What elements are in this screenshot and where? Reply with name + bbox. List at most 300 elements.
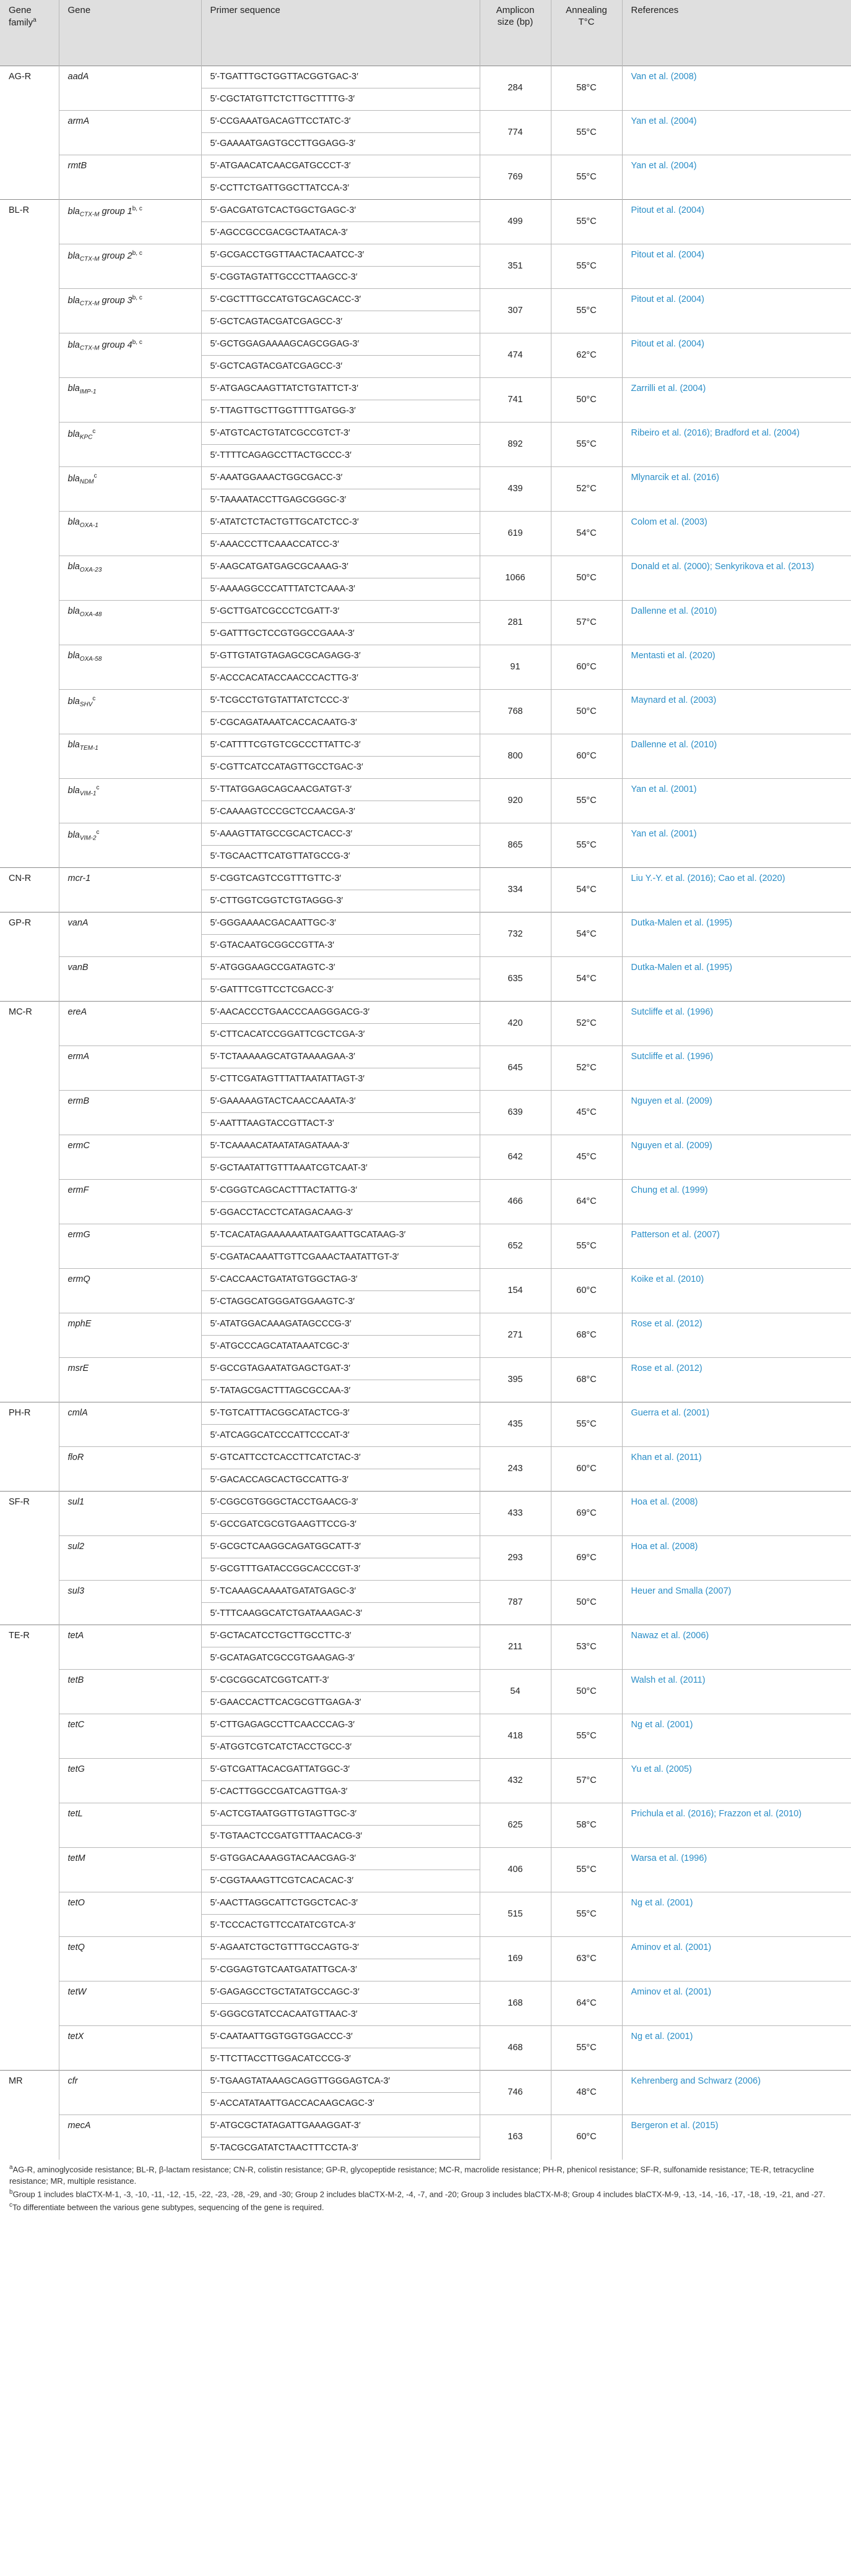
amplicon-size-cell: 741 — [480, 378, 551, 423]
annealing-temp-cell: 68°C — [551, 1358, 622, 1402]
reverse-primer-cell: 5′-TATAGCGACTTTAGCGCCAA-3′ — [201, 1380, 480, 1402]
table-row — [0, 1937, 851, 1959]
table-row — [0, 868, 851, 890]
reference-link[interactable]: Dutka-Malen et al. (1995) — [622, 957, 851, 1002]
reference-link[interactable]: Hoa et al. (2008) — [622, 1492, 851, 1536]
reference-link[interactable]: Zarrilli et al. (2004) — [622, 378, 851, 423]
gene-name-cell: tetQ — [59, 1937, 201, 1981]
table-row — [0, 1581, 851, 1603]
gene-name-cell: ereA — [59, 1002, 201, 1046]
amplicon-size-cell: 645 — [480, 1046, 551, 1091]
annealing-temp-cell: 54°C — [551, 957, 622, 1002]
reference-link[interactable]: Van et al. (2008) — [622, 66, 851, 111]
table-row — [0, 333, 851, 356]
forward-primer-cell: 5′-AAATGGAAACTGGCGACC-3′ — [201, 467, 480, 489]
amplicon-size-cell: 652 — [480, 1224, 551, 1269]
table-row — [0, 601, 851, 623]
header-gene: Gene — [59, 0, 201, 66]
forward-primer-cell: 5′-GTCGATTACACGATTATGGC-3′ — [201, 1759, 480, 1781]
annealing-temp-cell: 55°C — [551, 111, 622, 155]
reverse-primer-cell: 5′-CGTTCATCCATAGTTGCCTGAC-3′ — [201, 757, 480, 779]
reference-link[interactable]: Liu Y.-Y. et al. (2016); Cao et al. (2020) — [622, 868, 851, 912]
reference-link[interactable]: Rose et al. (2012) — [622, 1358, 851, 1402]
annealing-temp-cell: 55°C — [551, 244, 622, 289]
annealing-temp-cell: 55°C — [551, 1892, 622, 1937]
table-row — [0, 823, 851, 846]
reference-link[interactable]: Nguyen et al. (2009) — [622, 1135, 851, 1180]
reverse-primer-cell: 5′-TACGCGATATCTAACTTTCCTA-3′ — [201, 2137, 480, 2160]
forward-primer-cell: 5′-ATGAGCAAGTTATCTGTATTCT-3′ — [201, 378, 480, 400]
reverse-primer-cell: 5′-ATGGTCGTCATCTACCTGCC-3′ — [201, 1737, 480, 1759]
table-row — [0, 1091, 851, 1113]
gene-name-cell: bla$_{VIM-1}^c$ — [59, 779, 201, 823]
amplicon-size-cell: 639 — [480, 1091, 551, 1135]
annealing-temp-cell: 52°C — [551, 1046, 622, 1091]
gene-name-cell: msrE — [59, 1358, 201, 1402]
annealing-temp-cell: 55°C — [551, 1714, 622, 1759]
reference-link[interactable]: Yan et al. (2001) — [622, 823, 851, 868]
reference-link[interactable]: Pitout et al. (2004) — [622, 333, 851, 378]
forward-primer-cell: 5′-GCTTGATCGCCCTCGATT-3′ — [201, 601, 480, 623]
reference-link[interactable]: Guerra et al. (2001) — [622, 1402, 851, 1447]
gene-name-cell: mphE — [59, 1313, 201, 1358]
table-row — [0, 1358, 851, 1380]
table-row — [0, 1892, 851, 1915]
forward-primer-cell: 5′-CGGCGTGGGCTACCTGAACG-3′ — [201, 1492, 480, 1514]
annealing-temp-cell: 55°C — [551, 779, 622, 823]
table-row — [0, 1492, 851, 1514]
amplicon-size-cell: 418 — [480, 1714, 551, 1759]
table-row — [0, 1269, 851, 1291]
table-row — [0, 1714, 851, 1737]
reference-link[interactable]: Ng et al. (2001) — [622, 1714, 851, 1759]
table-row — [0, 1046, 851, 1068]
annealing-temp-cell: 63°C — [551, 1937, 622, 1981]
forward-primer-cell: 5′-CAATAATTGGTGGTGGACCC-3′ — [201, 2026, 480, 2048]
forward-primer-cell: 5′-GCGCTCAAGGCAGATGGCATT-3′ — [201, 1536, 480, 1558]
table-row — [0, 556, 851, 578]
gene-name-cell: tetM — [59, 1848, 201, 1892]
gene-name-cell: armA — [59, 111, 201, 155]
amplicon-size-cell: 787 — [480, 1581, 551, 1625]
reverse-primer-cell: 5′-CTTCGATAGTTTATTAATATTAGT-3′ — [201, 1068, 480, 1091]
forward-primer-cell: 5′-ATATGGACAAAGATAGCCCG-3′ — [201, 1313, 480, 1336]
header-amplicon-size: Amplicon size (bp) — [480, 0, 551, 66]
amplicon-size-cell: 284 — [480, 66, 551, 111]
forward-primer-cell: 5′-TCTAAAAAGCATGTAAAAGAA-3′ — [201, 1046, 480, 1068]
annealing-temp-cell: 55°C — [551, 155, 622, 200]
amplicon-size-cell: 474 — [480, 333, 551, 378]
reference-link[interactable]: Ng et al. (2001) — [622, 1892, 851, 1937]
forward-primer-cell: 5′-CATTTTCGTGTCGCCCTTATTC-3′ — [201, 734, 480, 757]
reverse-primer-cell: 5′-CGGTAGTATTGCCCTTAAGCC-3′ — [201, 267, 480, 289]
annealing-temp-cell: 53°C — [551, 1625, 622, 1670]
amplicon-size-cell: 642 — [480, 1135, 551, 1180]
reference-link[interactable]: Mlynarcik et al. (2016) — [622, 467, 851, 512]
forward-primer-cell: 5′-CACCAACTGATATGTGGCTAG-3′ — [201, 1269, 480, 1291]
reverse-primer-cell: 5′-GACACCAGCACTGCCATTG-3′ — [201, 1469, 480, 1492]
forward-primer-cell: 5′-CGGGTCAGCACTTTACTATTG-3′ — [201, 1180, 480, 1202]
annealing-temp-cell: 60°C — [551, 734, 622, 779]
table-footnotes — [0, 2160, 851, 2213]
amplicon-size-cell: 54 — [480, 1670, 551, 1714]
reverse-primer-cell: 5′-GGGCGTATCCACAATGTTAAC-3′ — [201, 2004, 480, 2026]
gene-name-cell: tetB — [59, 1670, 201, 1714]
table-row — [0, 1536, 851, 1558]
amplicon-size-cell: 395 — [480, 1358, 551, 1402]
gene-name-cell: tetO — [59, 1892, 201, 1937]
reference-link[interactable]: Heuer and Smalla (2007) — [622, 1581, 851, 1625]
amplicon-size-cell: 746 — [480, 2071, 551, 2115]
amplicon-size-cell: 625 — [480, 1803, 551, 1848]
reverse-primer-cell: 5′-ACCCACATACCAACCCACTTG-3′ — [201, 668, 480, 690]
gene-name-cell: sul2 — [59, 1536, 201, 1581]
gene-name-cell: bla$_{OXA-58}$ — [59, 645, 201, 690]
table-row — [0, 1402, 851, 1425]
forward-primer-cell: 5′-ATATCTCTACTGTTGCATCTCC-3′ — [201, 512, 480, 534]
amplicon-size-cell: 420 — [480, 1002, 551, 1046]
reverse-primer-cell: 5′-GAAAATGAGTGCCTTGGAGG-3′ — [201, 133, 480, 155]
table-row — [0, 645, 851, 668]
reference-link[interactable]: Pitout et al. (2004) — [622, 200, 851, 244]
table-row — [0, 1002, 851, 1024]
amplicon-size-cell: 334 — [480, 868, 551, 912]
reference-link[interactable]: Colom et al. (2003) — [622, 512, 851, 556]
amplicon-size-cell: 774 — [480, 111, 551, 155]
amplicon-size-cell: 211 — [480, 1625, 551, 1670]
forward-primer-cell: 5′-AGAATCTGCTGTTTGCCAGTG-3′ — [201, 1937, 480, 1959]
gene-name-cell: bla$_{VIM-2}^c$ — [59, 823, 201, 868]
forward-primer-cell: 5′-AACACCCTGAACCCAAGGGACG-3′ — [201, 1002, 480, 1024]
gene-name-cell: cmlA — [59, 1402, 201, 1447]
annealing-temp-cell: 55°C — [551, 1848, 622, 1892]
reference-link[interactable]: Rose et al. (2012) — [622, 1313, 851, 1358]
forward-primer-cell: 5′-GAAAAAGTACTCAACCAAATA-3′ — [201, 1091, 480, 1113]
forward-primer-cell: 5′-AAGCATGATGAGCGCAAAG-3′ — [201, 556, 480, 578]
reverse-primer-cell: 5′-GGACCTACCTCATAGACAAG-3′ — [201, 1202, 480, 1224]
annealing-temp-cell: 50°C — [551, 1670, 622, 1714]
reference-link[interactable]: Donald et al. (2000); Senkyrikova et al. (2013) — [622, 556, 851, 601]
annealing-temp-cell: 58°C — [551, 1803, 622, 1848]
forward-primer-cell: 5′-TCGCCTGTGTATTATCTCCC-3′ — [201, 690, 480, 712]
gene-family-cell: PH-R — [0, 1402, 59, 1492]
forward-primer-cell: 5′-TGATTTGCTGGTTACGGTGAC-3′ — [201, 66, 480, 88]
reference-link[interactable]: Patterson et al. (2007) — [622, 1224, 851, 1269]
reference-link[interactable]: Mentasti et al. (2020) — [622, 645, 851, 690]
reference-link[interactable]: Walsh et al. (2011) — [622, 1670, 851, 1714]
forward-primer-cell: 5′-GACGATGTCACTGGCTGAGC-3′ — [201, 200, 480, 222]
gene-name-cell: mcr-1 — [59, 868, 201, 912]
gene-name-cell: bla$_{OXA-48}$ — [59, 601, 201, 645]
reverse-primer-cell: 5′-GCTCAGTACGATCGAGCC-3′ — [201, 356, 480, 378]
annealing-temp-cell: 48°C — [551, 2071, 622, 2115]
forward-primer-cell: 5′-CGGTCAGTCCGTTTGTTC-3′ — [201, 868, 480, 890]
amplicon-size-cell: 307 — [480, 289, 551, 333]
gene-name-cell: ermC — [59, 1135, 201, 1180]
table-row — [0, 1447, 851, 1469]
table-row — [0, 1981, 851, 2004]
amplicon-size-cell: 169 — [480, 1937, 551, 1981]
reverse-primer-cell: 5′-TAAAATACCTTGAGCGGGC-3′ — [201, 489, 480, 512]
forward-primer-cell: 5′-CGCGGCATCGGTCATT-3′ — [201, 1670, 480, 1692]
annealing-temp-cell: 45°C — [551, 1091, 622, 1135]
amplicon-size-cell: 800 — [480, 734, 551, 779]
table-row — [0, 512, 851, 534]
annealing-temp-cell: 57°C — [551, 1759, 622, 1803]
table-row — [0, 1670, 851, 1692]
reference-link[interactable]: Maynard et al. (2003) — [622, 690, 851, 734]
reference-link[interactable]: Yu et al. (2005) — [622, 1759, 851, 1803]
gene-name-cell: ermA — [59, 1046, 201, 1091]
table-header-row — [0, 0, 851, 66]
gene-name-cell: bla$_{CTX-M}$ group 4$^{b, c}$ — [59, 333, 201, 378]
reverse-primer-cell: 5′-TGTAACTCCGATGTTTAACACG-3′ — [201, 1826, 480, 1848]
table-row — [0, 734, 851, 757]
reference-link[interactable]: Dallenne et al. (2010) — [622, 601, 851, 645]
gene-name-cell: tetL — [59, 1803, 201, 1848]
table-row — [0, 1135, 851, 1157]
reference-link[interactable]: Yan et al. (2004) — [622, 111, 851, 155]
forward-primer-cell: 5′-TGTCATTTACGGCATACTCG-3′ — [201, 1402, 480, 1425]
annealing-temp-cell: 55°C — [551, 2026, 622, 2071]
annealing-temp-cell: 54°C — [551, 912, 622, 957]
annealing-temp-cell: 55°C — [551, 1402, 622, 1447]
header-references: References — [622, 0, 851, 66]
reference-link[interactable]: Pitout et al. (2004) — [622, 289, 851, 333]
amplicon-size-cell: 769 — [480, 155, 551, 200]
forward-primer-cell: 5′-GCGACCTGGTTAACTACAATCC-3′ — [201, 244, 480, 267]
forward-primer-cell: 5′-TCAAAACATAATATAGATAAA-3′ — [201, 1135, 480, 1157]
annealing-temp-cell: 54°C — [551, 868, 622, 912]
reference-link[interactable]: Pitout et al. (2004) — [622, 244, 851, 289]
reverse-primer-cell: 5′-CCTTCTGATTGGCTTATCCA-3′ — [201, 178, 480, 200]
gene-name-cell: sul1 — [59, 1492, 201, 1536]
reference-link[interactable]: Ribeiro et al. (2016); Bradford et al. (2004) — [622, 423, 851, 467]
amplicon-size-cell: 439 — [480, 467, 551, 512]
reverse-primer-cell: 5′-GATTTCGTTCCTCGACC-3′ — [201, 979, 480, 1002]
amplicon-size-cell: 466 — [480, 1180, 551, 1224]
forward-primer-cell: 5′-CGCTTTGCCATGTGCAGCACC-3′ — [201, 289, 480, 311]
gene-name-cell: floR — [59, 1447, 201, 1492]
reference-link[interactable]: Khan et al. (2011) — [622, 1447, 851, 1492]
gene-name-cell: sul3 — [59, 1581, 201, 1625]
gene-family-cell: AG-R — [0, 66, 59, 200]
gene-name-cell: bla$_{OXA-1}$ — [59, 512, 201, 556]
table-row — [0, 155, 851, 178]
annealing-temp-cell: 68°C — [551, 1313, 622, 1358]
gene-name-cell: ermB — [59, 1091, 201, 1135]
table-row — [0, 244, 851, 267]
gene-name-cell: bla$_{KPC}^c$ — [59, 423, 201, 467]
reference-link[interactable]: Koike et al. (2010) — [622, 1269, 851, 1313]
reverse-primer-cell: 5′-TTTTCAGAGCCTTACTGCCC-3′ — [201, 445, 480, 467]
forward-primer-cell: 5′-GCTGGAGAAAAGCAGCGGAG-3′ — [201, 333, 480, 356]
gene-family-cell: MR — [0, 2071, 59, 2160]
reverse-primer-cell: 5′-ATGCCCAGCATATAAATCGC-3′ — [201, 1336, 480, 1358]
forward-primer-cell: 5′-GCCGTAGAATATGAGCTGAT-3′ — [201, 1358, 480, 1380]
annealing-temp-cell: 60°C — [551, 1269, 622, 1313]
annealing-temp-cell: 52°C — [551, 467, 622, 512]
amplicon-size-cell: 515 — [480, 1892, 551, 1937]
table-row — [0, 1759, 851, 1781]
reverse-primer-cell: 5′-TCCCACTGTTCCATATCGTCA-3′ — [201, 1915, 480, 1937]
table-row — [0, 66, 851, 88]
amplicon-size-cell: 732 — [480, 912, 551, 957]
amplicon-size-cell: 865 — [480, 823, 551, 868]
gene-family-cell: CN-R — [0, 868, 59, 912]
forward-primer-cell: 5′-TCACATAGAAAAAATAATGAATTGCATAAG-3′ — [201, 1224, 480, 1247]
gene-name-cell: tetG — [59, 1759, 201, 1803]
table-row — [0, 2115, 851, 2137]
gene-name-cell: ermQ — [59, 1269, 201, 1313]
amplicon-size-cell: 499 — [480, 200, 551, 244]
amplicon-size-cell: 635 — [480, 957, 551, 1002]
reference-link[interactable]: Warsa et al. (1996) — [622, 1848, 851, 1892]
forward-primer-cell: 5′-CCGAAATGACAGTTCCTATC-3′ — [201, 111, 480, 133]
table-row — [0, 2026, 851, 2048]
gene-name-cell: cfr — [59, 2071, 201, 2115]
gene-family-cell: MC-R — [0, 1002, 59, 1402]
amplicon-size-cell: 920 — [480, 779, 551, 823]
reference-link[interactable]: Aminov et al. (2001) — [622, 1981, 851, 2026]
reverse-primer-cell: 5′-CGGTAAAGTTCGTCACACAC-3′ — [201, 1870, 480, 1892]
amplicon-size-cell: 91 — [480, 645, 551, 690]
reverse-primer-cell: 5′-ACCATATAATTGACCACAAGCAGC-3′ — [201, 2093, 480, 2115]
reference-link[interactable]: Ng et al. (2001) — [622, 2026, 851, 2071]
table-row — [0, 467, 851, 489]
reverse-primer-cell: 5′-CTAGGCATGGGATGGAAGTC-3′ — [201, 1291, 480, 1313]
table-row — [0, 1625, 851, 1647]
gene-family-cell: TE-R — [0, 1625, 59, 2071]
forward-primer-cell: 5′-AAAGTTATGCCGCACTCACC-3′ — [201, 823, 480, 846]
gene-name-cell: bla$_{TEM-1}$ — [59, 734, 201, 779]
reference-link[interactable]: Nawaz et al. (2006) — [622, 1625, 851, 1670]
reference-link[interactable]: Kehrenberg and Schwarz (2006) — [622, 2071, 851, 2115]
reverse-primer-cell: 5′-AGCCGCCGACGCTAATACA-3′ — [201, 222, 480, 244]
gene-name-cell: ermF — [59, 1180, 201, 1224]
amplicon-size-cell: 892 — [480, 423, 551, 467]
table-row — [0, 1180, 851, 1202]
amplicon-size-cell: 435 — [480, 1402, 551, 1447]
reference-link[interactable]: Hoa et al. (2008) — [622, 1536, 851, 1581]
annealing-temp-cell: 50°C — [551, 1581, 622, 1625]
reference-link[interactable]: Yan et al. (2004) — [622, 155, 851, 200]
amplicon-size-cell: 154 — [480, 1269, 551, 1313]
annealing-temp-cell: 64°C — [551, 1981, 622, 2026]
reference-link[interactable]: Sutcliffe et al. (1996) — [622, 1046, 851, 1091]
footnote-a: $^a$AG-R, aminoglycoside resistance; BL-R, β-lactam resistance; CN-R, colistin resistance; GP-R, glycopeptide resistance; MC-R, macrolide resistance; PH-R, phenicol resistance; SF-R, sulfonamide resistance; TE-R, tetracycline resistance; MR, multiple resistance. — [9, 2164, 814, 2186]
amplicon-size-cell: 468 — [480, 2026, 551, 2071]
gene-name-cell: bla$_{OXA-23}$ — [59, 556, 201, 601]
gene-name-cell: tetC — [59, 1714, 201, 1759]
forward-primer-cell: 5′-ATGTCACTGTATCGCCGTCT-3′ — [201, 423, 480, 445]
gene-name-cell: bla$_{CTX-M}$ group 2$^{b, c}$ — [59, 244, 201, 289]
footnote-c: $^c$To differentiate between the various gene subtypes, sequencing of the gene is required. — [9, 2202, 324, 2212]
forward-primer-cell: 5′-AACTTAGGCATTCTGGCTCAC-3′ — [201, 1892, 480, 1915]
gene-name-cell: vanB — [59, 957, 201, 1002]
reference-link[interactable]: Aminov et al. (2001) — [622, 1937, 851, 1981]
gene-name-cell: tetX — [59, 2026, 201, 2071]
forward-primer-cell: 5′-CTTGAGAGCCTTCAACCCAG-3′ — [201, 1714, 480, 1737]
amplicon-size-cell: 1066 — [480, 556, 551, 601]
table-row — [0, 779, 851, 801]
annealing-temp-cell: 52°C — [551, 1002, 622, 1046]
amplicon-size-cell: 281 — [480, 601, 551, 645]
forward-primer-cell: 5′-GTTGTATGTAGAGCGCAGAGG-3′ — [201, 645, 480, 668]
gene-name-cell: tetW — [59, 1981, 201, 2026]
reverse-primer-cell: 5′-CGGAGTGTCAATGATATTGCA-3′ — [201, 1959, 480, 1981]
reverse-primer-cell: 5′-GATTTGCTCCGTGGCCGAAA-3′ — [201, 623, 480, 645]
gene-name-cell: bla$_{NDM}^c$ — [59, 467, 201, 512]
gene-name-cell: bla$_{IMP-1}$ — [59, 378, 201, 423]
gene-name-cell: tetA — [59, 1625, 201, 1670]
header-primer-sequence: Primer sequence — [201, 0, 480, 66]
table-row — [0, 1313, 851, 1336]
table-row — [0, 378, 851, 400]
reference-link[interactable]: Yan et al. (2001) — [622, 779, 851, 823]
annealing-temp-cell: 50°C — [551, 378, 622, 423]
annealing-temp-cell: 60°C — [551, 2115, 622, 2160]
reverse-primer-cell: 5′-TTAGTTGCTTGGTTTTGATGG-3′ — [201, 400, 480, 423]
reverse-primer-cell: 5′-CGATACAAATTGTTCGAAACTAATATTGT-3′ — [201, 1247, 480, 1269]
reference-link[interactable]: Dutka-Malen et al. (1995) — [622, 912, 851, 957]
footnote-b: $^b$Group 1 includes blaCTX-M-1, -3, -10, -11, -12, -15, -22, -23, -28, -29, and -30; Group 2 includes blaCTX-M-2, -4, -7, and -20; Group 3 includes blaCTX-M-8; Group 4 includes blaCTX-M-9, -13, -14, -16, -17, -18, -19, -21, and -27. — [9, 2188, 826, 2199]
reverse-primer-cell: 5′-CGCAGATAAATCACCACAATG-3′ — [201, 712, 480, 734]
forward-primer-cell: 5′-GAGAGCCTGCTATATGCCAGC-3′ — [201, 1981, 480, 2004]
gene-name-cell: bla$_{CTX-M}$ group 3$^{b, c}$ — [59, 289, 201, 333]
reference-link[interactable]: Chung et al. (1999) — [622, 1180, 851, 1224]
forward-primer-cell: 5′-ATGAACATCAACGATGCCCT-3′ — [201, 155, 480, 178]
reverse-primer-cell: 5′-CACTTGGCCGATCAGTTGA-3′ — [201, 1781, 480, 1803]
reference-link[interactable]: Dallenne et al. (2010) — [622, 734, 851, 779]
reverse-primer-cell: 5′-TTTCAAGGCATCTGATAAAGAC-3′ — [201, 1603, 480, 1625]
forward-primer-cell: 5′-GCTACATCCTGCTTGCCTTC-3′ — [201, 1625, 480, 1647]
reference-link[interactable]: Sutcliffe et al. (1996) — [622, 1002, 851, 1046]
forward-primer-cell: 5′-ATGCGCTATAGATTGAAAGGAT-3′ — [201, 2115, 480, 2137]
reverse-primer-cell: 5′-GCTCAGTACGATCGAGCC-3′ — [201, 311, 480, 333]
annealing-temp-cell: 60°C — [551, 645, 622, 690]
reverse-primer-cell: 5′-AAAAGGCCCATTTATCTCAAA-3′ — [201, 578, 480, 601]
gene-name-cell: ermG — [59, 1224, 201, 1269]
reverse-primer-cell: 5′-GTACAATGCGGCCGTTA-3′ — [201, 935, 480, 957]
reference-link[interactable]: Bergeron et al. (2015) — [622, 2115, 851, 2160]
table-row — [0, 423, 851, 445]
annealing-temp-cell: 58°C — [551, 66, 622, 111]
table-row — [0, 111, 851, 133]
annealing-temp-cell: 64°C — [551, 1180, 622, 1224]
table-row — [0, 2071, 851, 2093]
forward-primer-cell: 5′-GTCATTCCTCACCTTCATCTAC-3′ — [201, 1447, 480, 1469]
reference-link[interactable]: Prichula et al. (2016); Frazzon et al. (2010) — [622, 1803, 851, 1848]
header-gene-family: Gene family$^a$ — [0, 0, 59, 66]
amplicon-size-cell: 243 — [480, 1447, 551, 1492]
amplicon-size-cell: 768 — [480, 690, 551, 734]
gene-name-cell: vanA — [59, 912, 201, 957]
amplicon-size-cell: 406 — [480, 1848, 551, 1892]
reverse-primer-cell: 5′-GCGTTTGATACCGGCACCCGT-3′ — [201, 1558, 480, 1581]
reverse-primer-cell: 5′-TTCTTACCTTGGACATCCCG-3′ — [201, 2048, 480, 2071]
amplicon-size-cell: 271 — [480, 1313, 551, 1358]
annealing-temp-cell: 50°C — [551, 690, 622, 734]
reverse-primer-cell: 5′-CTTCACATCCGGATTCGCTCGA-3′ — [201, 1024, 480, 1046]
reference-link[interactable]: Nguyen et al. (2009) — [622, 1091, 851, 1135]
annealing-temp-cell: 45°C — [551, 1135, 622, 1180]
table-row — [0, 1224, 851, 1247]
amplicon-size-cell: 619 — [480, 512, 551, 556]
reverse-primer-cell: 5′-AATTTAAGTACCGTTACT-3′ — [201, 1113, 480, 1135]
annealing-temp-cell: 62°C — [551, 333, 622, 378]
annealing-temp-cell: 55°C — [551, 823, 622, 868]
